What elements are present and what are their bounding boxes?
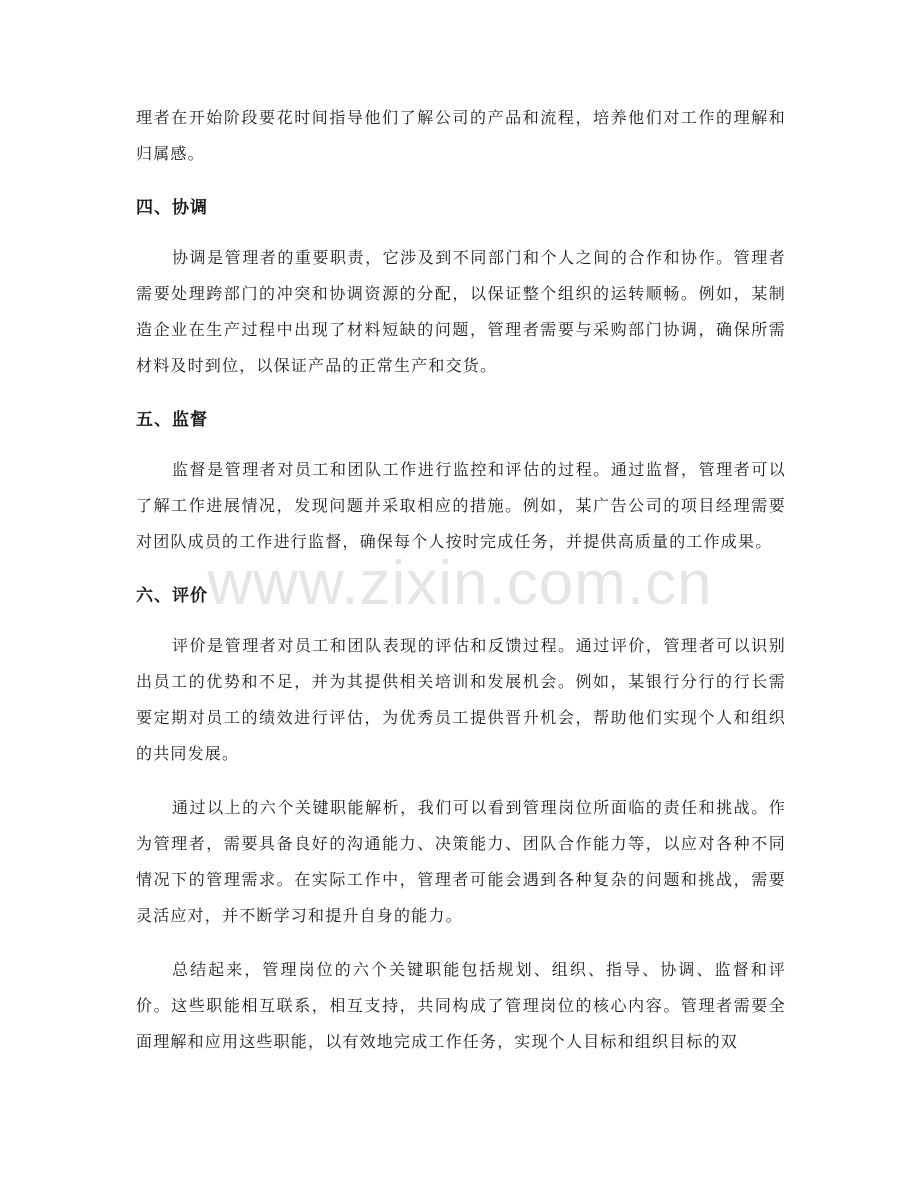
paragraph-evaluation: 评价是管理者对员工和团队表现的评估和反馈过程。通过评价，管理者可以识别出员工的优势和不足，并为其提供相关培训和发展机会。例如，某银行分行的行长需要定期对员工的绩效进行评估，为优秀员工提供晋升机会，帮助他们实现个人和组织的共同发展。: [136, 636, 786, 763]
document-page: [136, 100, 786, 1060]
paragraph-gap: [136, 772, 786, 790]
paragraph-coordination: 协调是管理者的重要职责，它涉及到不同部门和个人之间的合作和协作。管理者需要处理跨部门的冲突和协调资源的分配，以保证整个组织的运转顺畅。例如，某制造企业在生产过程中出现了材料短缺的问题，管理者需要与采购部门协调，确保所需材料及时到位，以保证产品的正常生产和交货。: [136, 248, 786, 375]
paragraph-summary: 总结起来，管理岗位的六个关键职能包括规划、组织、指导、协调、监督和评价。这些职能相互联系，相互支持，共同构成了管理岗位的核心内容。管理者需要全面理解和应用这些职能，以有效地完成工作任务，实现个人目标和组织目标的双: [136, 960, 786, 1051]
paragraph-analysis: 通过以上的六个关键职能解析，我们可以看到管理岗位所面临的责任和挑战。作为管理者，需要具备良好的沟通能力、决策能力、团队合作能力等，以应对各种不同情况下的管理需求。在实际工作中，管理者可能会遇到各种复杂的问题和挑战，需要灵活应对，并不断学习和提升自身的能力。: [136, 798, 786, 925]
paragraph-supervision: 监督是管理者对员工和团队工作进行监控和评估的过程。通过监督，管理者可以了解工作进展情况，发现问题并采取相应的措施。例如，某广告公司的项目经理需要对团队成员的工作进行监督，确保每个人按时完成任务，并提供高质量的工作成果。: [136, 460, 786, 551]
heading-supervision: 五、监督: [136, 410, 208, 430]
heading-evaluation: 六、评价: [136, 586, 208, 606]
heading-coordination: 四、协调: [136, 198, 208, 218]
paragraph-intro-continuation: 理者在开始阶段要花时间指导他们了解公司的产品和流程，培养他们对工作的理解和归属感。: [136, 108, 786, 163]
watermark-text: www.zixin.com.cn: [207, 549, 713, 618]
paragraph-gap: [136, 934, 786, 952]
